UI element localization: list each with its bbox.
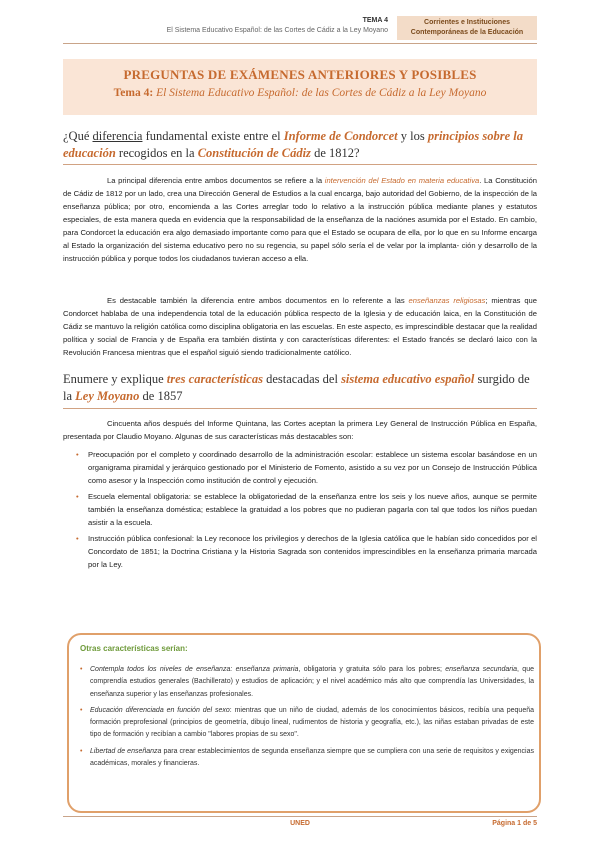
header-tema: TEMA 4 [362, 17, 388, 24]
bullet-text-2: Escuela elemental obligatoria: se establece la obligatoriedad de la enseñanza entre los seis y los nueve años, aunque se permite también la enseñanza doméstica; establece la gratuidad a los pobres que no pudieran pagarla con tal que todos los niños puedan asistir a la escuela. [88, 492, 537, 527]
header-subtitle: El Sistema Educativo Español: de las Cortes de Cádiz a la Ley Moyano [166, 27, 388, 34]
q1-text-f: principios sobre la educación [63, 129, 523, 160]
header-course-line2: Contemporáneas de la Educación [410, 29, 524, 36]
header-course-line1: Corrientes e Instituciones [424, 19, 510, 26]
title-banner [63, 59, 537, 115]
list-item [80, 746, 534, 771]
paragraph-2 [63, 294, 537, 359]
tema-subtitle [63, 87, 537, 99]
page-number: Página 1 de 5 [492, 820, 537, 827]
list-item [80, 705, 534, 742]
footer-divider [63, 816, 537, 817]
paragraph-3 [63, 417, 537, 443]
p1-text-b: . La Constitución de Cádiz de 1812 por un lado, crea una Dirección General de Estudios a la cual encarga, bajo autoridad del Gobierno, de la inspección de la enseñanza pública; por otro, encomienda a las Cortes arreglar todo lo relativo a la instrucción pública mediante planes y estatutos especiales, de esta manera queda en evidencia que la responsabilidad de la enseñanza de la naciónes asumida por el Estado. En cambio, para Condorcet la educación era algo demasiado importante como para que el Estado se ocupara de ella, por lo que en su Informe encarga al Estado la organización del sistema educativo pero no su regencia, su papel sólo sería el de velar por la implanta- ción y desarrollo de la instrucción pública y porque todos los ciudadanos tuvieran acceso a ella. [63, 176, 537, 263]
q2-text-e: surgido de la [63, 372, 530, 403]
box-item-1-text-a: , obligatoria y gratuita sólo para los pobres; [298, 666, 446, 673]
page-header [0, 16, 600, 42]
footer-institution: UNED [290, 820, 310, 827]
box-item-3-italic: Libertad de enseñanza [90, 747, 162, 755]
header-course-box [397, 16, 537, 40]
q1-text-d: Informe de Condorcet [283, 129, 398, 143]
box-item-2-italic: Educación diferenciada en función del sexo [90, 706, 230, 714]
p2-text-a: Es destacable también la diferencia entre ambos documentos en lo referente a las [107, 296, 409, 305]
list-item [70, 532, 537, 571]
p1-text-a: La principal diferencia entre ambos documentos se refiere a la [107, 176, 325, 185]
q1-text-i: de 1812? [310, 146, 360, 160]
page-title: PREGUNTAS DE EXÁMENES ANTERIORES Y POSIBLES [123, 67, 477, 82]
tema-label: Tema 4: [113, 87, 154, 99]
moyano-characteristics-list [70, 448, 537, 574]
other-characteristics-list [80, 664, 534, 774]
question-1-rule [63, 164, 537, 165]
question-1 [63, 128, 537, 162]
q1-text-e: y los [397, 129, 428, 143]
q2-text-f: Ley Moyano [75, 389, 140, 403]
q1-text-b: diferencia [92, 129, 143, 143]
list-item [70, 448, 537, 487]
q2-text-d: sistema educativo español [341, 372, 475, 386]
box-item-2-text: : mientras que un niño de ciudad, además de los conocimientos básicos, recibía una pequeña formación preprofesional (principios de geometría, dibujo lineal, rudimentos de historia y geografía, etc.), las niñas estaban privadas de este tipo de formación y recibían a cambio "labores propias de su sexo". [90, 706, 534, 739]
p3-text: Cincuenta años después del Informe Quintana, las Cortes aceptan la primera Ley General de Instrucción Pública en España, presentada por Claudio Moyano. Algunas de sus características más destacables son: [63, 419, 537, 441]
bullet-icon: • [80, 666, 83, 673]
header-divider [63, 43, 537, 44]
q2-text-a: Enumere y explique [63, 372, 167, 386]
q2-text-c: destacadas del [262, 372, 342, 386]
q1-text-a: ¿Qué [63, 129, 93, 143]
box-item-3-text: para crear establecimientos de segunda enseñanza siempre que se cumpliera con una serie de requisitos y exigencias académicas, morales y financieras. [90, 747, 534, 768]
p2-highlight: enseñanzas religiosas [408, 296, 486, 305]
bullet-text-3: Instrucción pública confesional: la Ley reconoce los privilegios y derechos de la Iglesia católica que le habían sido concedidos por el Concordato de 1851; la Doctrina Cristiana y la Historia Sagrada son contenidos imprescindibles en la enseñanza primaria marcada por la Ley. [88, 534, 537, 569]
q1-text-h: Constitución de Cádiz [197, 146, 311, 160]
bullet-icon: • [76, 534, 79, 543]
bullet-icon: • [80, 747, 83, 755]
p1-highlight: intervención del Estado en materia educativa [324, 176, 480, 185]
bullet-icon: • [76, 492, 79, 501]
bullet-icon: • [76, 450, 79, 459]
bullet-icon: • [80, 706, 83, 714]
q1-text-g: recogidos en la [115, 146, 198, 160]
box-item-1-text-b: , que comprendía estudios generales (Bachillerato) y estudios de aplicación; y el nivel académico más alto que comprendía las Universidades, la enseñanza superior y las enseñanzas profesionales. [90, 666, 534, 698]
q2-text-g: de 1857 [139, 389, 183, 403]
q2-text-b: tres características [166, 372, 263, 386]
question-2 [63, 371, 537, 405]
question-2-rule [63, 408, 537, 409]
list-item [70, 490, 537, 529]
paragraph-1 [63, 174, 537, 265]
box-item-1-italic-b: enseñanza secundaria [445, 666, 518, 673]
box-title: Otras características serían: [80, 644, 188, 653]
q1-text-c: fundamental existe entre el [142, 129, 284, 143]
box-item-1-italic-a: Contempla todos los niveles de enseñanza: enseñanza primaria [90, 666, 299, 673]
p2-text-b: ; mientras que Condorcet hablaba de una independencia total de la educación pública respecto de la Iglesia y de educación laica, en la Constitución de Cádiz se mantuvo la religión católica como disciplina obligatoria en las escuelas. En este aspecto, es imprescindible destacar que la realidad política y social de Francia y de España era también distinta y con características diferentes: el Estado francés se declaró laico con la Revolución Francesa mientras que el español siguió siendo tradicionalmente católico. [63, 296, 537, 357]
list-item [80, 664, 534, 701]
tema-text: El Sistema Educativo Español: de las Cortes de Cádiz a la Ley Moyano [156, 87, 487, 99]
header-text [167, 16, 388, 36]
bullet-text-1: Preocupación por el completo y coordinado desarrollo de la administración escolar: establece un sistema escolar basándose en un organigrama piramidal y jerárquico gestionado por el Ministerio de Fomento, asistido a su vez por un Consejo de Instrucción Pública como asesor y la Inspección como institución de control y ejecución. [88, 450, 537, 485]
